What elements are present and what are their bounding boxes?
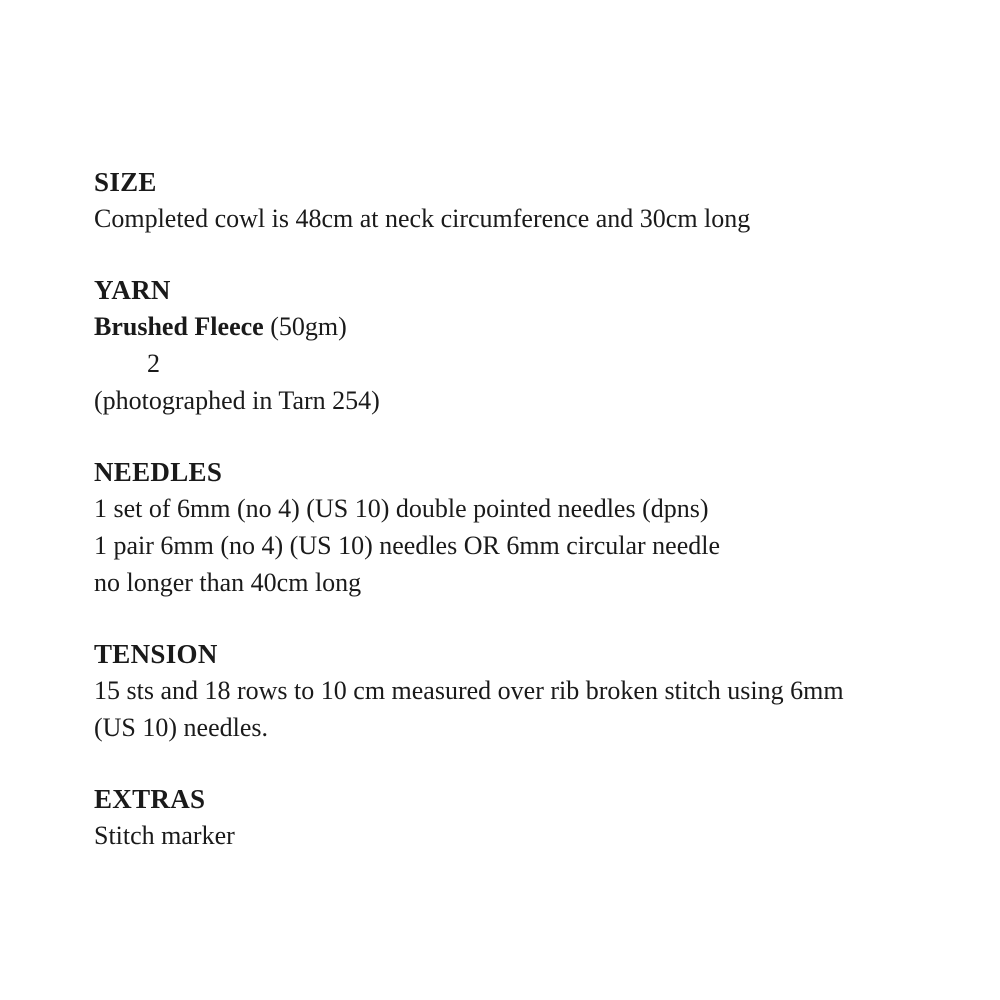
extras-text: Stitch marker — [94, 821, 235, 850]
tension-line-2: (US 10) needles. — [94, 713, 269, 742]
size-heading: SIZE — [94, 167, 157, 197]
needles-line-2: 1 pair 6mm (no 4) (US 10) needles OR 6mm circular needle — [94, 531, 720, 560]
yarn-quantity: 2 — [147, 349, 160, 378]
yarn-line — [94, 308, 974, 345]
yarn-photographed: (photographed in Tarn 254) — [94, 386, 380, 415]
extras-section — [94, 781, 974, 854]
needles-heading: NEEDLES — [94, 457, 223, 487]
extras-heading: EXTRAS — [94, 784, 206, 814]
tension-section — [94, 636, 974, 746]
size-section — [94, 164, 974, 237]
yarn-heading: YARN — [94, 275, 171, 305]
tension-line-1: 15 sts and 18 rows to 10 cm measured over rib broken stitch using 6mm — [94, 676, 844, 705]
tension-heading: TENSION — [94, 639, 218, 669]
yarn-name: Brushed Fleece — [94, 312, 264, 341]
needles-section — [94, 454, 974, 601]
yarn-weight: (50gm) — [270, 312, 347, 341]
pattern-details — [94, 164, 974, 854]
needles-line-1: 1 set of 6mm (no 4) (US 10) double pointed needles (dpns) — [94, 494, 709, 523]
needles-line-3: no longer than 40cm long — [94, 568, 362, 597]
yarn-section — [94, 272, 974, 419]
size-text: Completed cowl is 48cm at neck circumference and 30cm long — [94, 204, 751, 233]
